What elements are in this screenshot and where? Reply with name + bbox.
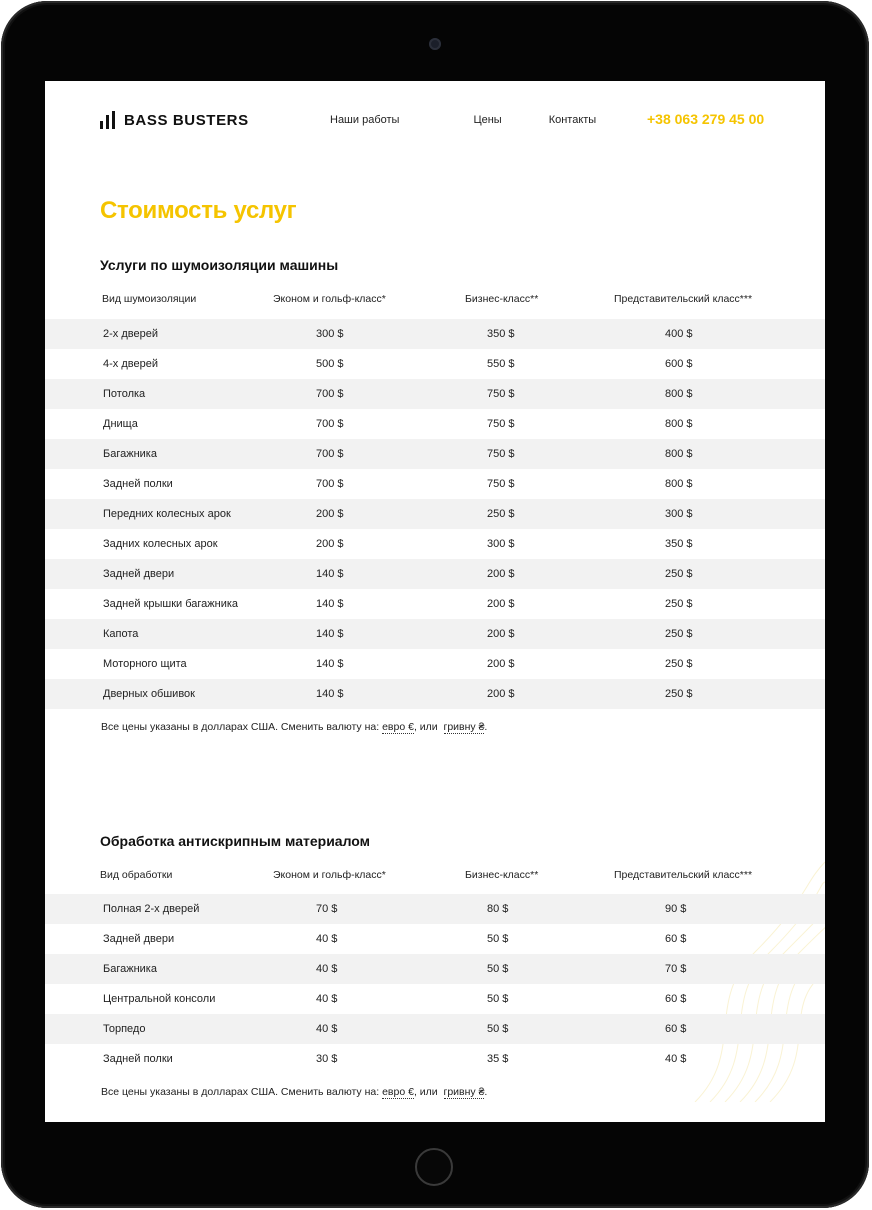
- table-cell: Капота: [103, 628, 139, 640]
- table-row: [45, 409, 825, 439]
- table-cell: 200 $: [316, 508, 344, 520]
- table-cell: 2-х дверей: [103, 328, 158, 340]
- table-cell: 200 $: [487, 568, 515, 580]
- note-end: .: [484, 1086, 488, 1098]
- page-title: Стоимость услуг: [100, 197, 297, 224]
- logo-text: BASS BUSTERS: [124, 111, 249, 129]
- table-cell: Потолка: [103, 388, 146, 400]
- table-cell: 50 $: [487, 1023, 509, 1035]
- table-cell: 40 $: [316, 933, 338, 945]
- column-header: Бизнес-класс**: [465, 869, 539, 881]
- table-cell: 40 $: [316, 993, 338, 1005]
- table-row: [45, 649, 825, 679]
- table-cell: Багажника: [103, 963, 157, 975]
- table-cell: 700 $: [316, 478, 344, 490]
- table-row: [45, 1014, 825, 1044]
- table-cell: 300 $: [487, 538, 515, 550]
- table-cell: Моторного щита: [103, 658, 187, 670]
- table-cell: 250 $: [665, 688, 693, 700]
- nav-link-prices[interactable]: Цены: [473, 114, 502, 126]
- currency-link-uah[interactable]: гривну ₴: [443, 721, 485, 733]
- currency-link-eur[interactable]: евро €: [382, 721, 414, 733]
- table-cell: 550 $: [487, 358, 515, 370]
- phone-link[interactable]: +38 063 279 45 00: [647, 111, 765, 127]
- section-title-antisqueak: Обработка антискрипным материалом: [100, 833, 371, 849]
- table-cell: Дверных обшивок: [103, 688, 195, 700]
- table-cell: 200 $: [487, 658, 515, 670]
- table-cell: Задней полки: [103, 478, 173, 490]
- tablet-frame: [1, 1, 869, 1208]
- table-cell: 300 $: [665, 508, 693, 520]
- table-cell: 40 $: [316, 963, 338, 975]
- section-title-soundproofing: Услуги по шумоизоляции машины: [100, 257, 339, 273]
- screen: [45, 81, 825, 1122]
- table-cell: 700 $: [316, 448, 344, 460]
- table-cell: 140 $: [316, 628, 344, 640]
- table-cell: Полная 2-х дверей: [103, 903, 200, 915]
- table-cell: 800 $: [665, 418, 693, 430]
- table-row: [45, 469, 825, 499]
- table-row: [45, 679, 825, 709]
- table-cell: Центральной консоли: [103, 993, 216, 1005]
- antisqueak-table: [45, 894, 825, 1074]
- table-cell: 400 $: [665, 328, 693, 340]
- table-cell: 300 $: [316, 328, 344, 340]
- table-cell: 500 $: [316, 358, 344, 370]
- table-cell: 140 $: [316, 568, 344, 580]
- table-row: [45, 619, 825, 649]
- table-cell: 140 $: [316, 688, 344, 700]
- column-header: Эконом и гольф-класс*: [273, 869, 386, 881]
- table-cell: 40 $: [665, 1053, 687, 1065]
- column-header: Эконом и гольф-класс*: [273, 293, 386, 305]
- table-row: [45, 529, 825, 559]
- column-header: Бизнес-класс**: [465, 293, 539, 305]
- home-button[interactable]: [415, 1148, 453, 1186]
- table-cell: 200 $: [316, 538, 344, 550]
- currency-note: [101, 721, 487, 733]
- logo-bars-icon: [100, 111, 115, 129]
- note-separator: , или: [413, 1086, 438, 1098]
- table-row: [45, 954, 825, 984]
- table-cell: 350 $: [665, 538, 693, 550]
- table-cell: 60 $: [665, 933, 687, 945]
- table-cell: 70 $: [316, 903, 338, 915]
- table-cell: 600 $: [665, 358, 693, 370]
- table-cell: 70 $: [665, 963, 687, 975]
- table-row: [45, 439, 825, 469]
- table-cell: 250 $: [665, 568, 693, 580]
- table-cell: 50 $: [487, 993, 509, 1005]
- table-cell: 700 $: [316, 418, 344, 430]
- column-header: Вид шумоизоляции: [102, 293, 197, 305]
- table-cell: Задней полки: [103, 1053, 173, 1065]
- table-row: [45, 589, 825, 619]
- table-cell: 40 $: [316, 1023, 338, 1035]
- table-cell: 140 $: [316, 658, 344, 670]
- table-row: [45, 319, 825, 349]
- table-cell: Задней двери: [103, 933, 175, 945]
- note-text: Все цены указаны в долларах США. Сменить валюту на:: [101, 1086, 380, 1098]
- table-cell: 250 $: [665, 598, 693, 610]
- currency-note: [101, 1086, 487, 1098]
- table-cell: 700 $: [316, 388, 344, 400]
- table-cell: 200 $: [487, 598, 515, 610]
- note-separator: , или: [413, 721, 438, 733]
- table-row: [45, 349, 825, 379]
- column-header: Вид обработки: [100, 869, 173, 881]
- table-cell: 250 $: [665, 658, 693, 670]
- column-header: Представительский класс***: [614, 293, 753, 305]
- table-cell: 4-х дверей: [103, 358, 158, 370]
- note-text: Все цены указаны в долларах США. Сменить валюту на:: [101, 721, 380, 733]
- table-cell: Задних колесных арок: [103, 538, 218, 550]
- table-cell: 200 $: [487, 628, 515, 640]
- table-header: [45, 293, 825, 313]
- table-cell: 50 $: [487, 963, 509, 975]
- table-cell: 35 $: [487, 1053, 509, 1065]
- table-row: [45, 924, 825, 954]
- table-cell: Багажника: [103, 448, 157, 460]
- table-row: [45, 1044, 825, 1074]
- table-cell: Днища: [103, 418, 138, 430]
- table-cell: 90 $: [665, 903, 687, 915]
- nav-link-works[interactable]: Наши работы: [330, 114, 400, 126]
- table-row: [45, 379, 825, 409]
- table-cell: Торпедо: [103, 1023, 146, 1035]
- table-cell: 80 $: [487, 903, 509, 915]
- table-cell: 750 $: [487, 418, 515, 430]
- camera-icon: [429, 38, 441, 50]
- table-cell: 200 $: [487, 688, 515, 700]
- table-cell: 140 $: [316, 598, 344, 610]
- soundproofing-table: [45, 319, 825, 709]
- table-cell: 750 $: [487, 448, 515, 460]
- table-cell: 750 $: [487, 478, 515, 490]
- table-cell: Задней двери: [103, 568, 175, 580]
- table-cell: 800 $: [665, 478, 693, 490]
- table-cell: 750 $: [487, 388, 515, 400]
- main-nav: [330, 114, 642, 126]
- table-row: [45, 984, 825, 1014]
- nav-link-contacts[interactable]: Контакты: [548, 114, 597, 126]
- table-cell: 250 $: [487, 508, 515, 520]
- note-end: .: [484, 721, 488, 733]
- table-cell: 50 $: [487, 933, 509, 945]
- table-cell: Задней крышки багажника: [103, 598, 239, 610]
- table-cell: 60 $: [665, 993, 687, 1005]
- table-cell: 250 $: [665, 628, 693, 640]
- logo[interactable]: [100, 111, 249, 129]
- table-row: [45, 499, 825, 529]
- table-cell: 800 $: [665, 448, 693, 460]
- table-cell: Передних колесных арок: [103, 508, 231, 520]
- currency-link-uah[interactable]: гривну ₴: [443, 1086, 485, 1098]
- table-row: [45, 894, 825, 924]
- table-cell: 800 $: [665, 388, 693, 400]
- column-header: Представительский класс***: [614, 869, 753, 881]
- table-cell: 350 $: [487, 328, 515, 340]
- table-header: [45, 869, 825, 889]
- table-cell: 60 $: [665, 1023, 687, 1035]
- table-cell: 30 $: [316, 1053, 338, 1065]
- currency-link-eur[interactable]: евро €: [382, 1086, 414, 1098]
- table-row: [45, 559, 825, 589]
